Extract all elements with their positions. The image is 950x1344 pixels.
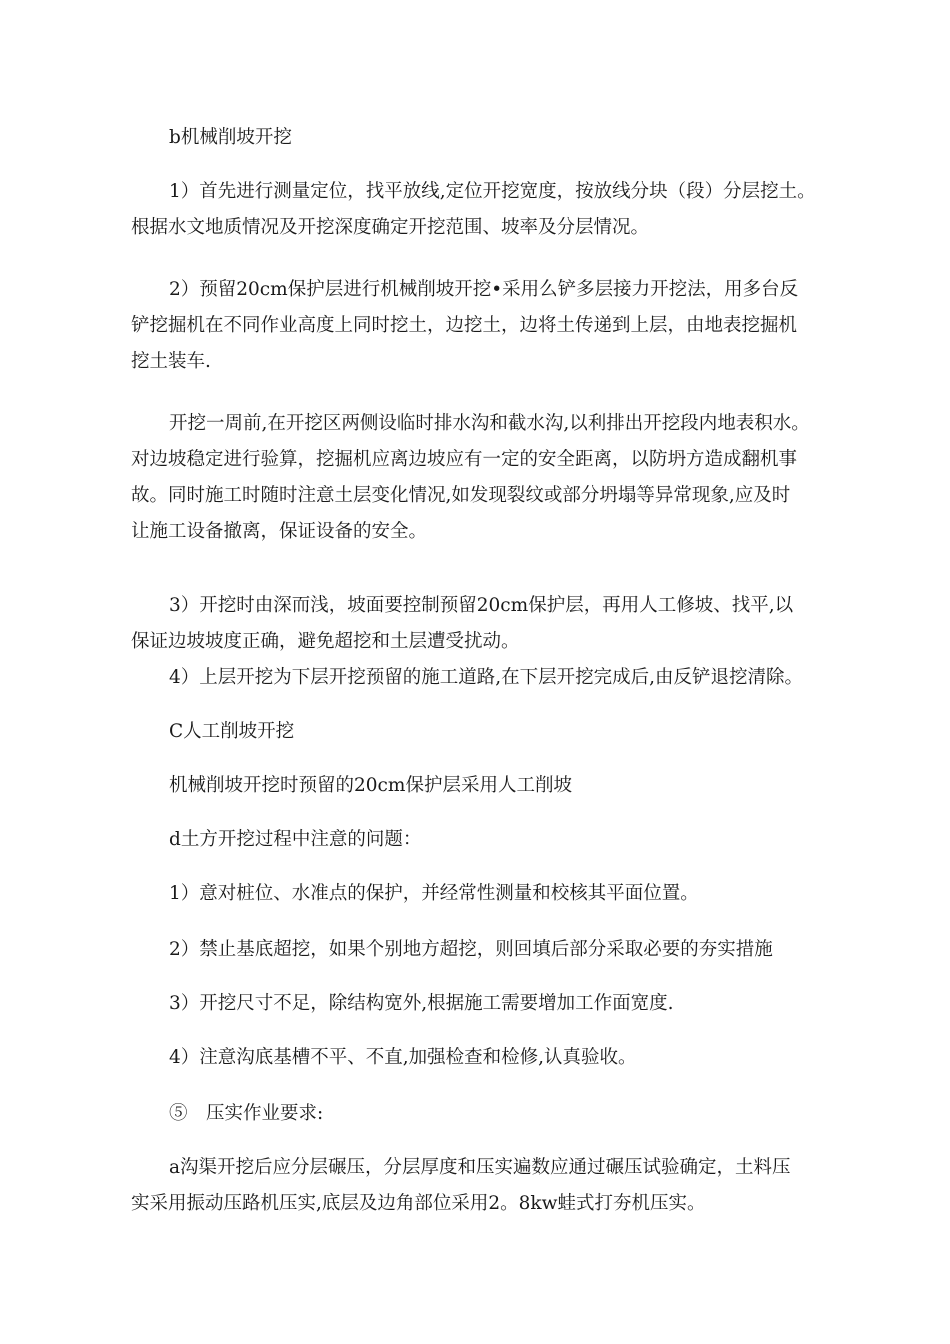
text-line: 3）开挖时由深而浅，坡面要控制预留20cm保护层，再用人工修坡、找平,以 — [169, 595, 794, 616]
text-line: 4）上层开挖为下层开挖预留的施工道路,在下层开挖完成后,由反铲退挖清除。 — [169, 667, 804, 688]
paragraph-a-layered-compaction — [131, 1150, 831, 1222]
text-line: b机械削坡开挖 — [169, 127, 292, 148]
text-line: a沟渠开挖后应分层碾压，分层厚度和压实遍数应通过碾压试验确定，土料压 — [169, 1157, 791, 1178]
heading-5-compaction-requirements — [131, 1096, 831, 1132]
paragraph-3-deep-to-shallow — [131, 588, 831, 660]
precaution-3 — [131, 986, 831, 1022]
precaution-1 — [131, 876, 831, 912]
precaution-2 — [131, 932, 831, 968]
paragraph-manual-trim-protective-layer — [131, 768, 831, 804]
text-line: 机械削坡开挖时预留的20cm保护层采用人工削坡 — [169, 775, 572, 796]
text-line: 3）开挖尺寸不足，除结构宽外,根据施工需要增加工作面宽度. — [169, 993, 674, 1014]
text-line: 实采用振动压路机压实,底层及边角部位采用2。8kw蛙式打夯机压实。 — [131, 1193, 706, 1214]
text-line: 挖土装车. — [131, 351, 211, 372]
text-line: ⑤ 压实作业要求: — [169, 1103, 324, 1124]
text-line: 1）意对桩位、水准点的保护，并经常性测量和校核其平面位置。 — [169, 883, 699, 904]
paragraph-drainage-before-excavation — [131, 406, 831, 550]
text-line: C人工削坡开挖 — [169, 721, 295, 742]
paragraph-2-reserve-protective-layer — [131, 272, 831, 380]
text-line: 4）注意沟底基槽不平、不直,加强检查和检修,认真验收。 — [169, 1047, 637, 1068]
text-line: 让施工设备撤离，保证设备的安全。 — [131, 521, 428, 542]
paragraph-1-survey-positioning — [131, 174, 831, 246]
text-line: 2）禁止基底超挖，如果个别地方超挖，则回填后部分采取必要的夯实措施 — [169, 939, 773, 960]
precaution-4 — [131, 1040, 831, 1076]
heading-c-manual-slope-excavation — [131, 714, 831, 750]
text-line: 1）首先进行测量定位，找平放线,定位开挖宽度，按放线分块（段）分层挖土。 — [169, 181, 816, 202]
text-line: 开挖一周前,在开挖区两侧设临时排水沟和截水沟,以利排出开挖段内地表积水。 — [169, 413, 810, 434]
text-line: d土方开挖过程中注意的问题： — [169, 829, 422, 850]
text-line: 保证边坡坡度正确，避免超挖和土层遭受扰动。 — [131, 631, 520, 652]
text-line: 对边坡稳定进行验算，挖掘机应离边坡应有一定的安全距离，以防坍方造成翻机事 — [131, 449, 798, 470]
text-line: 根据水文地质情况及开挖深度确定开挖范围、坡率及分层情况。 — [131, 217, 650, 238]
paragraph-4-construction-road — [131, 660, 831, 696]
text-line: 故。同时施工时随时注意土层变化情况,如发现裂纹或部分坍塌等异常现象,应及时 — [131, 485, 791, 506]
heading-d-excavation-precautions — [131, 822, 831, 858]
text-line: 铲挖掘机在不同作业高度上同时挖土，边挖土，边将土传递到上层，由地表挖掘机 — [131, 315, 798, 336]
heading-b-mechanical-slope-excavation — [131, 120, 831, 156]
text-line: 2）预留20cm保护层进行机械削坡开挖•采用么铲多层接力开挖法，用多台反 — [169, 279, 799, 300]
